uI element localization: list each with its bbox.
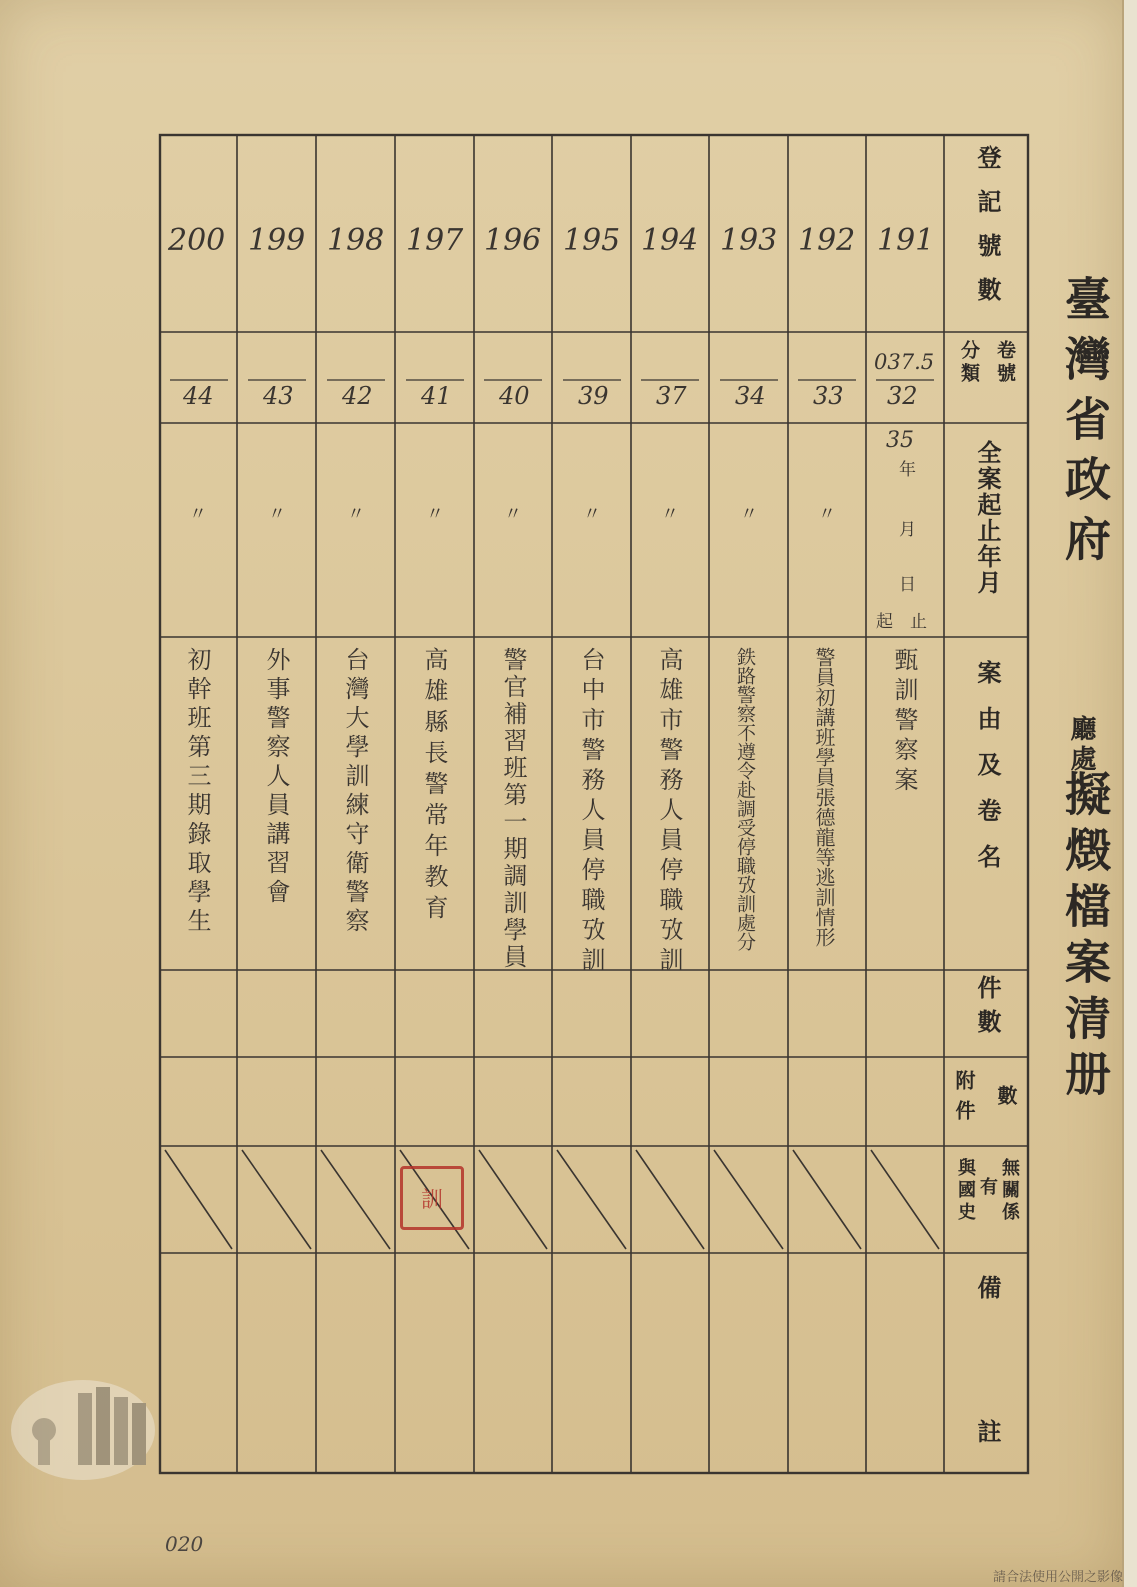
- ditto-mark: 〃: [347, 504, 365, 525]
- seal-text: 訓: [420, 1187, 443, 1213]
- col-header-history-1: 無關係: [999, 1158, 1020, 1224]
- subject-text: 台灣大學訓練守衛警察: [341, 647, 369, 937]
- red-seal-stamp: [400, 1166, 464, 1230]
- reg-number: 192: [798, 223, 856, 258]
- volume-number: 37: [656, 382, 687, 410]
- col-header-reg-no: 登記號數: [973, 145, 1002, 321]
- volume-number: 41: [421, 382, 452, 410]
- ditto-mark: 〃: [661, 504, 679, 525]
- col-header-attach-count: 數: [994, 1085, 1018, 1105]
- document-title: 擬燬檔案清册: [1058, 770, 1112, 1106]
- volume-number: 44: [183, 382, 214, 410]
- reg-number: 193: [720, 223, 778, 258]
- reg-number: 195: [563, 223, 621, 258]
- col-header-attach-label: 附件: [952, 1070, 976, 1130]
- reg-number: 198: [327, 223, 385, 258]
- volume-number: 42: [342, 382, 373, 410]
- reg-number: 200: [168, 223, 226, 258]
- volume-number: 40: [499, 382, 530, 410]
- col-header-remarks: 備註: [973, 1275, 1002, 1563]
- volume-number: 33: [813, 382, 844, 410]
- volume-number: 39: [578, 382, 609, 410]
- ditto-mark: 〃: [268, 504, 286, 525]
- date-year-unit: 年: [895, 460, 915, 477]
- reg-number: 199: [248, 223, 306, 258]
- volume-number: 32: [887, 382, 918, 410]
- ditto-mark: 〃: [189, 504, 207, 525]
- reg-number: 197: [406, 223, 464, 258]
- col-header-date-range: 全案起止年月: [973, 440, 1002, 596]
- page-number: 020: [165, 1532, 204, 1556]
- date-start-label: 起: [876, 612, 893, 632]
- ditto-mark: 〃: [583, 504, 601, 525]
- subject-text: 外事警察人員講習會: [262, 647, 290, 908]
- col-header-count: 件數: [973, 975, 1002, 1043]
- subject-text: 鉄路警察不遵令赴調受停職攷訓處分: [734, 647, 756, 951]
- subject-text: 初幹班第三期錄取學生: [183, 647, 211, 937]
- subject-text: 台中市警務人員停職攷訓: [577, 647, 605, 977]
- subject-text: 高雄市警務人員停職攷訓: [655, 647, 683, 977]
- reg-number: 191: [877, 223, 935, 258]
- government-title: 臺灣省政府: [1058, 275, 1112, 575]
- reg-number: 194: [641, 223, 699, 258]
- col-header-class: 分類: [958, 340, 980, 386]
- ditto-mark: 〃: [818, 504, 836, 525]
- subject-text: 警官補習班第一期調訓學員: [499, 647, 527, 971]
- col-header-history-3: 與國史: [955, 1158, 976, 1224]
- subject-text: 高雄縣長警常年教育: [420, 647, 448, 926]
- date-month-unit: 月: [895, 520, 915, 537]
- volume-number: 34: [735, 382, 766, 410]
- ditto-mark: 〃: [426, 504, 444, 525]
- ditto-mark: 〃: [504, 504, 522, 525]
- subject-text: 甄訓警察案: [890, 647, 918, 797]
- department-label: 廳處: [1066, 715, 1096, 775]
- col-header-vol-no: 卷號: [994, 340, 1016, 386]
- class-code: 037.5: [874, 350, 935, 374]
- archive-logo-icon: [8, 1375, 158, 1485]
- col-header-history-2: 有: [977, 1177, 998, 1195]
- volume-number: 43: [263, 382, 294, 410]
- usage-watermark: 請合法使用公開之影像: [992, 1570, 1123, 1585]
- col-header-subject: 案由及卷名: [973, 660, 1002, 890]
- reg-number: 196: [484, 223, 542, 258]
- date-end-label: 止: [910, 612, 927, 632]
- subject-text: 警員初講班學員張德龍等逃訓情形: [812, 647, 836, 947]
- ditto-mark: 〃: [740, 504, 758, 525]
- date-day-unit: 日: [895, 575, 915, 592]
- date-year-value: 35: [886, 428, 914, 453]
